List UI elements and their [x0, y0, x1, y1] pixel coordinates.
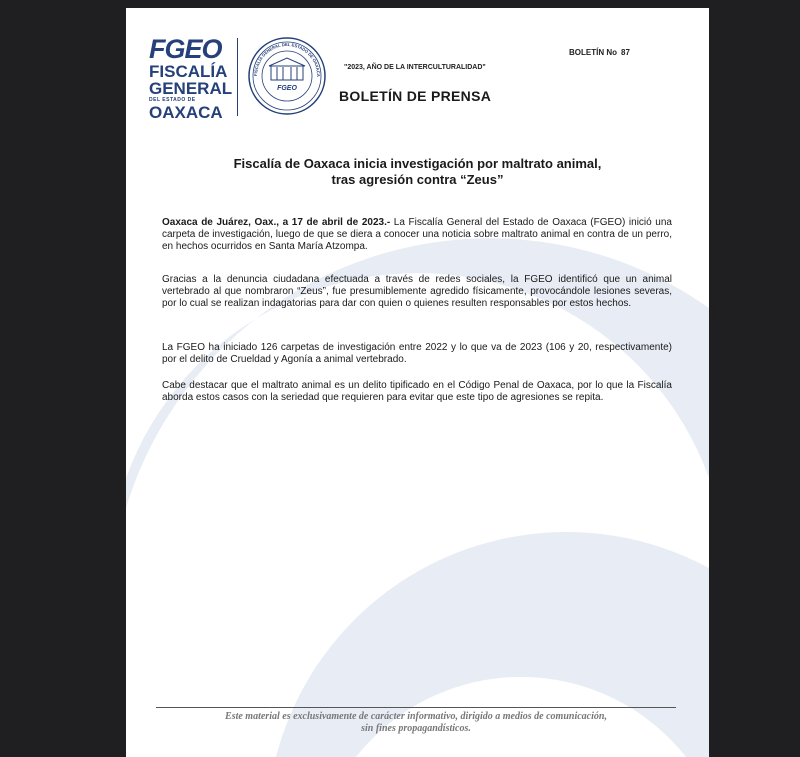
logo-line-fiscalia: FISCALÍA — [149, 62, 228, 81]
bulletin-number: 87 — [621, 48, 630, 57]
headline-line-1: Fiscalía de Oaxaca inicia investigación por maltrato animal, — [233, 156, 602, 171]
logo-line-del-estado: DEL ESTADO DE — [149, 97, 196, 103]
year-motto: "2023, AÑO DE LA INTERCULTURALIDAD" — [344, 64, 486, 71]
fgeo-logo — [149, 36, 249, 121]
paragraph-1-text: La Fiscalía General del Estado de Oaxaca (FGEO) inició una carpeta de investigación, luego de que se diera a conocer una noticia sobre maltrato animal en contra de un perro, en hechos ocurridos en Santa María Atzompa. — [162, 217, 672, 252]
press-release-title: BOLETÍN DE PRENSA — [339, 88, 492, 104]
bulletin-number-label — [569, 48, 630, 57]
document-page — [126, 8, 709, 757]
footer-line-2: sin fines propagandísticos. — [361, 723, 471, 734]
bulletin-label: BOLETÍN No — [569, 48, 617, 57]
fgeo-seal-icon — [247, 36, 327, 116]
logo-line-general: GENERAL — [149, 79, 233, 98]
logo-divider — [237, 38, 238, 116]
headline-line-2: tras agresión contra “Zeus” — [331, 172, 504, 187]
logo-acronym: FGEO — [149, 34, 222, 64]
seal-ring-text: FISCALÍA GENERAL DEL ESTADO DE OAXACA — [252, 41, 322, 77]
seal-acronym: FGEO — [277, 85, 297, 92]
paragraph-1 — [162, 217, 672, 253]
paragraph-3: La FGEO ha iniciado 126 carpetas de investigación entre 2022 y lo que va de 2023 (106 y 20, respectivamente) por el delito de Crueldad y Agonía a animal vertebrado. — [162, 342, 672, 365]
paragraph-2: Gracias a la denuncia ciudadana efectuada a través de redes sociales, la FGEO identificó que un animal vertebrado al que nombraron “Zeus”, fue presumiblemente agredido físicamente, provocándole lesiones severas, por lo cual se realizan indagatorias para dar con quien o quienes resulten responsables por estos hechos. — [162, 274, 672, 309]
footer-disclaimer — [156, 711, 676, 735]
paragraph-4: Cabe destacar que el maltrato animal es un delito tipificado en el Código Penal de Oaxaca, por lo que la Fiscalía aborda estos casos con la seriedad que requieren para evitar que este tipo de agresiones se repita. — [162, 380, 672, 403]
footer-line-1: Este material es exclusivamente de carácter informativo, dirigido a medios de comunicación, — [225, 711, 607, 722]
footer-divider — [156, 707, 676, 708]
logo-line-oaxaca: OAXACA — [149, 103, 223, 122]
article-headline — [146, 156, 689, 188]
dateline: Oaxaca de Juárez, Oax., a 17 de abril de 2023.- — [162, 217, 391, 228]
